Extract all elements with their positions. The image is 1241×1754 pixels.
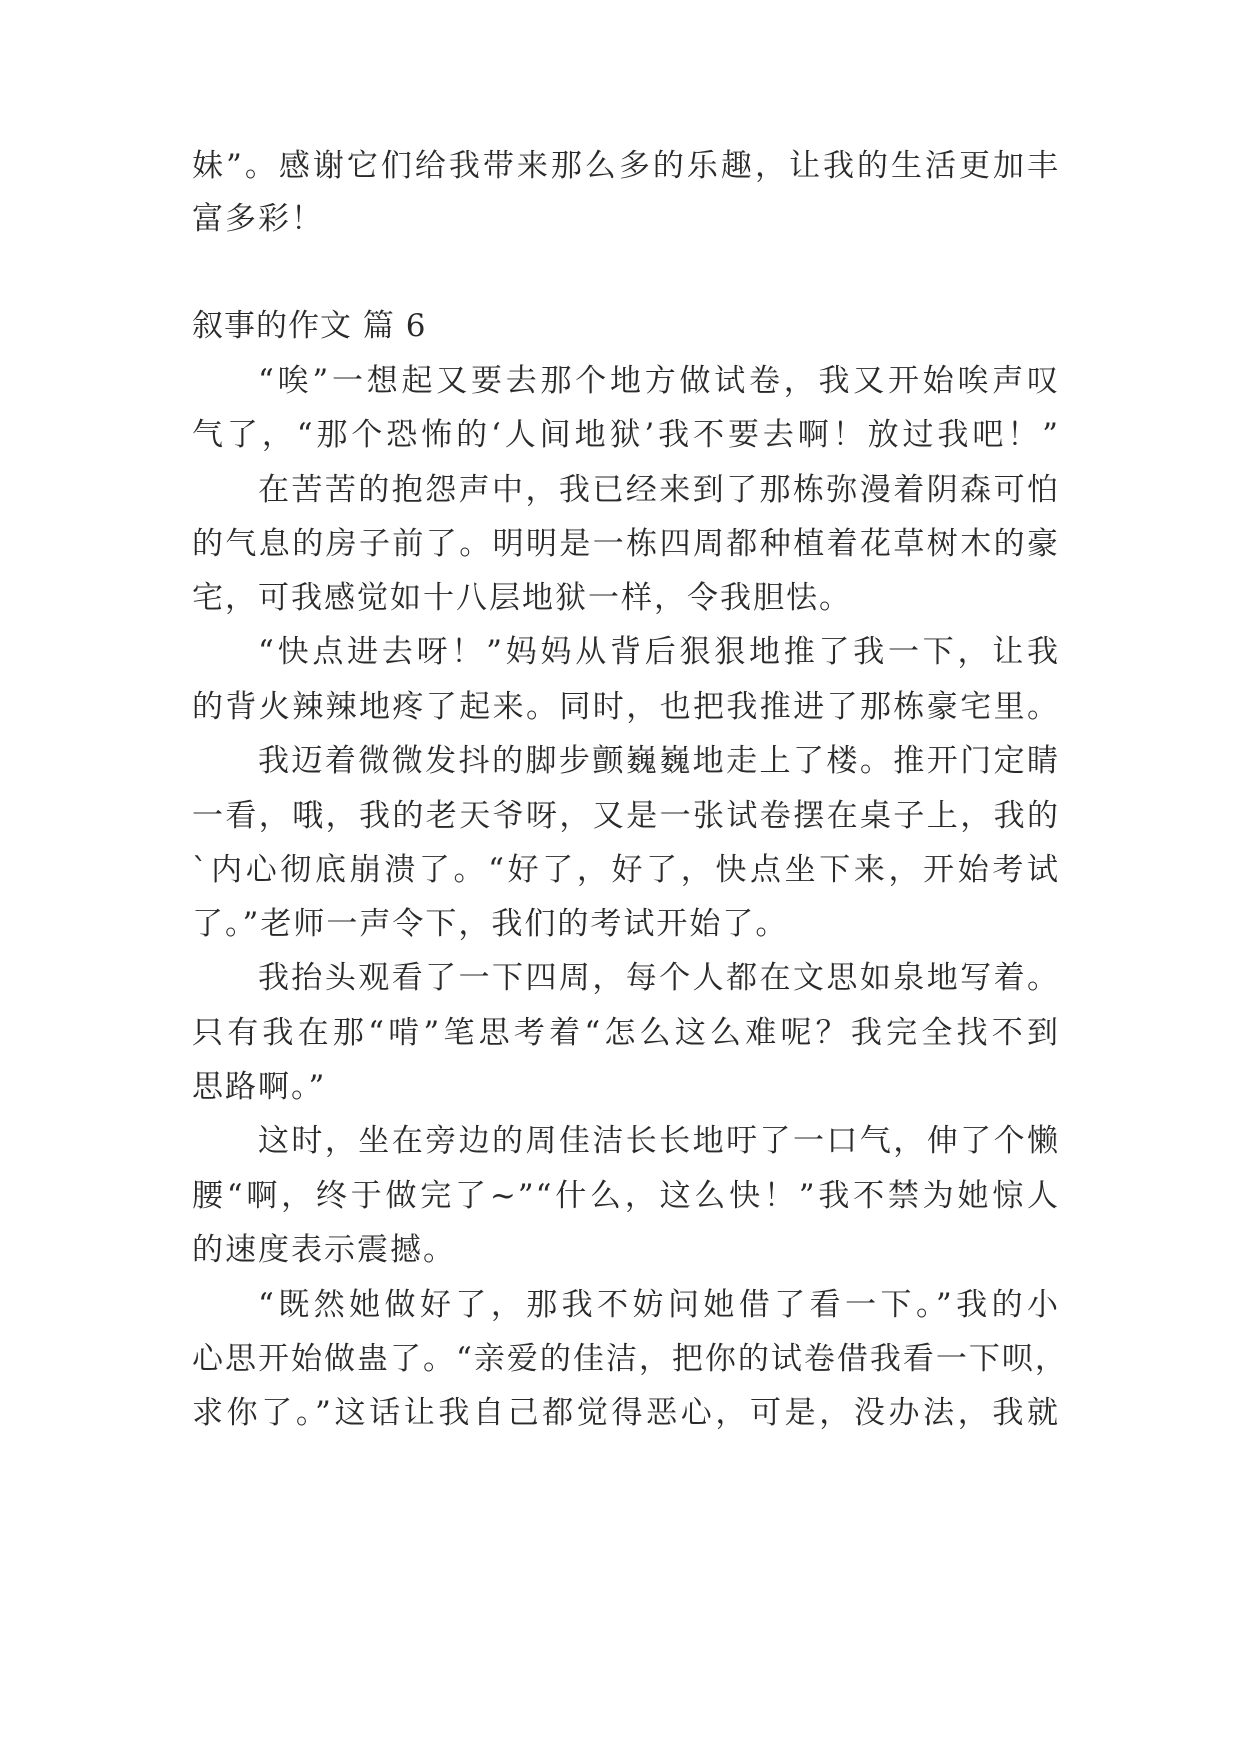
paragraph-line: “快点进去呀！”妈妈从背后狠狠地推了我一下，让我 (258, 634, 1060, 670)
paragraph-line: “既然她做好了，那我不妨问她借了看一下。”我的小 (258, 1287, 1060, 1323)
paragraph-line: 思路啊。” (192, 1069, 327, 1105)
paragraph-line: 妹”。感谢它们给我带来那么多的乐趣，让我的生活更加丰 (192, 148, 1060, 184)
paragraph-line: 腰“啊，终于做完了~”“什么，这么快！”我不禁为她惊人 (192, 1178, 1060, 1214)
paragraph-line: 这时，坐在旁边的周佳洁长长地吁了一口气，伸了个懒 (258, 1123, 1060, 1159)
paragraph-line: 求你了。”这话让我自己都觉得恶心，可是，没办法，我就 (192, 1395, 1060, 1431)
paragraph-line: 我抬头观看了一下四周，每个人都在文思如泉地写着。 (258, 960, 1060, 996)
paragraph-line: 了。”老师一声令下，我们的考试开始了。 (192, 906, 789, 942)
paragraph-line: `内心彻底崩溃了。“好了，好了，快点坐下来，开始考试 (192, 852, 1060, 888)
paragraph-line: 宅，可我感觉如十八层地狱一样，令我胆怯。 (192, 580, 852, 616)
paragraph-line: 一看，哦，我的老天爷呀，又是一张试卷摆在桌子上，我的 (192, 798, 1060, 834)
paragraph-line: 心思开始做蛊了。“亲爱的佳洁，把你的试卷借我看一下呗， (192, 1341, 1068, 1377)
paragraph-line: 气了，“那个恐怖的‘人间地狱’我不要去啊！放过我吧！” (192, 417, 1060, 453)
paragraph-line: 富多彩！ (192, 201, 324, 237)
paragraph-line: 在苦苦的抱怨声中，我已经来到了那栋弥漫着阴森可怕 (258, 472, 1060, 508)
paragraph-line: 只有我在那“啃”笔思考着“怎么这么难呢？我完全找不到 (192, 1015, 1060, 1051)
section-title: 叙事的作文 篇 6 (192, 308, 427, 344)
paragraph-line: 的速度表示震撼。 (192, 1232, 456, 1268)
paragraph-line: 我迈着微微发抖的脚步颤巍巍地走上了楼。推开门定睛 (258, 743, 1060, 779)
paragraph-line: 的气息的房子前了。明明是一栋四周都种植着花草树木的豪 (192, 526, 1060, 562)
paragraph-line: “唉”一想起又要去那个地方做试卷，我又开始唉声叹 (258, 363, 1060, 399)
paragraph-line: 的背火辣辣地疼了起来。同时，也把我推进了那栋豪宅里。 (192, 689, 1060, 725)
